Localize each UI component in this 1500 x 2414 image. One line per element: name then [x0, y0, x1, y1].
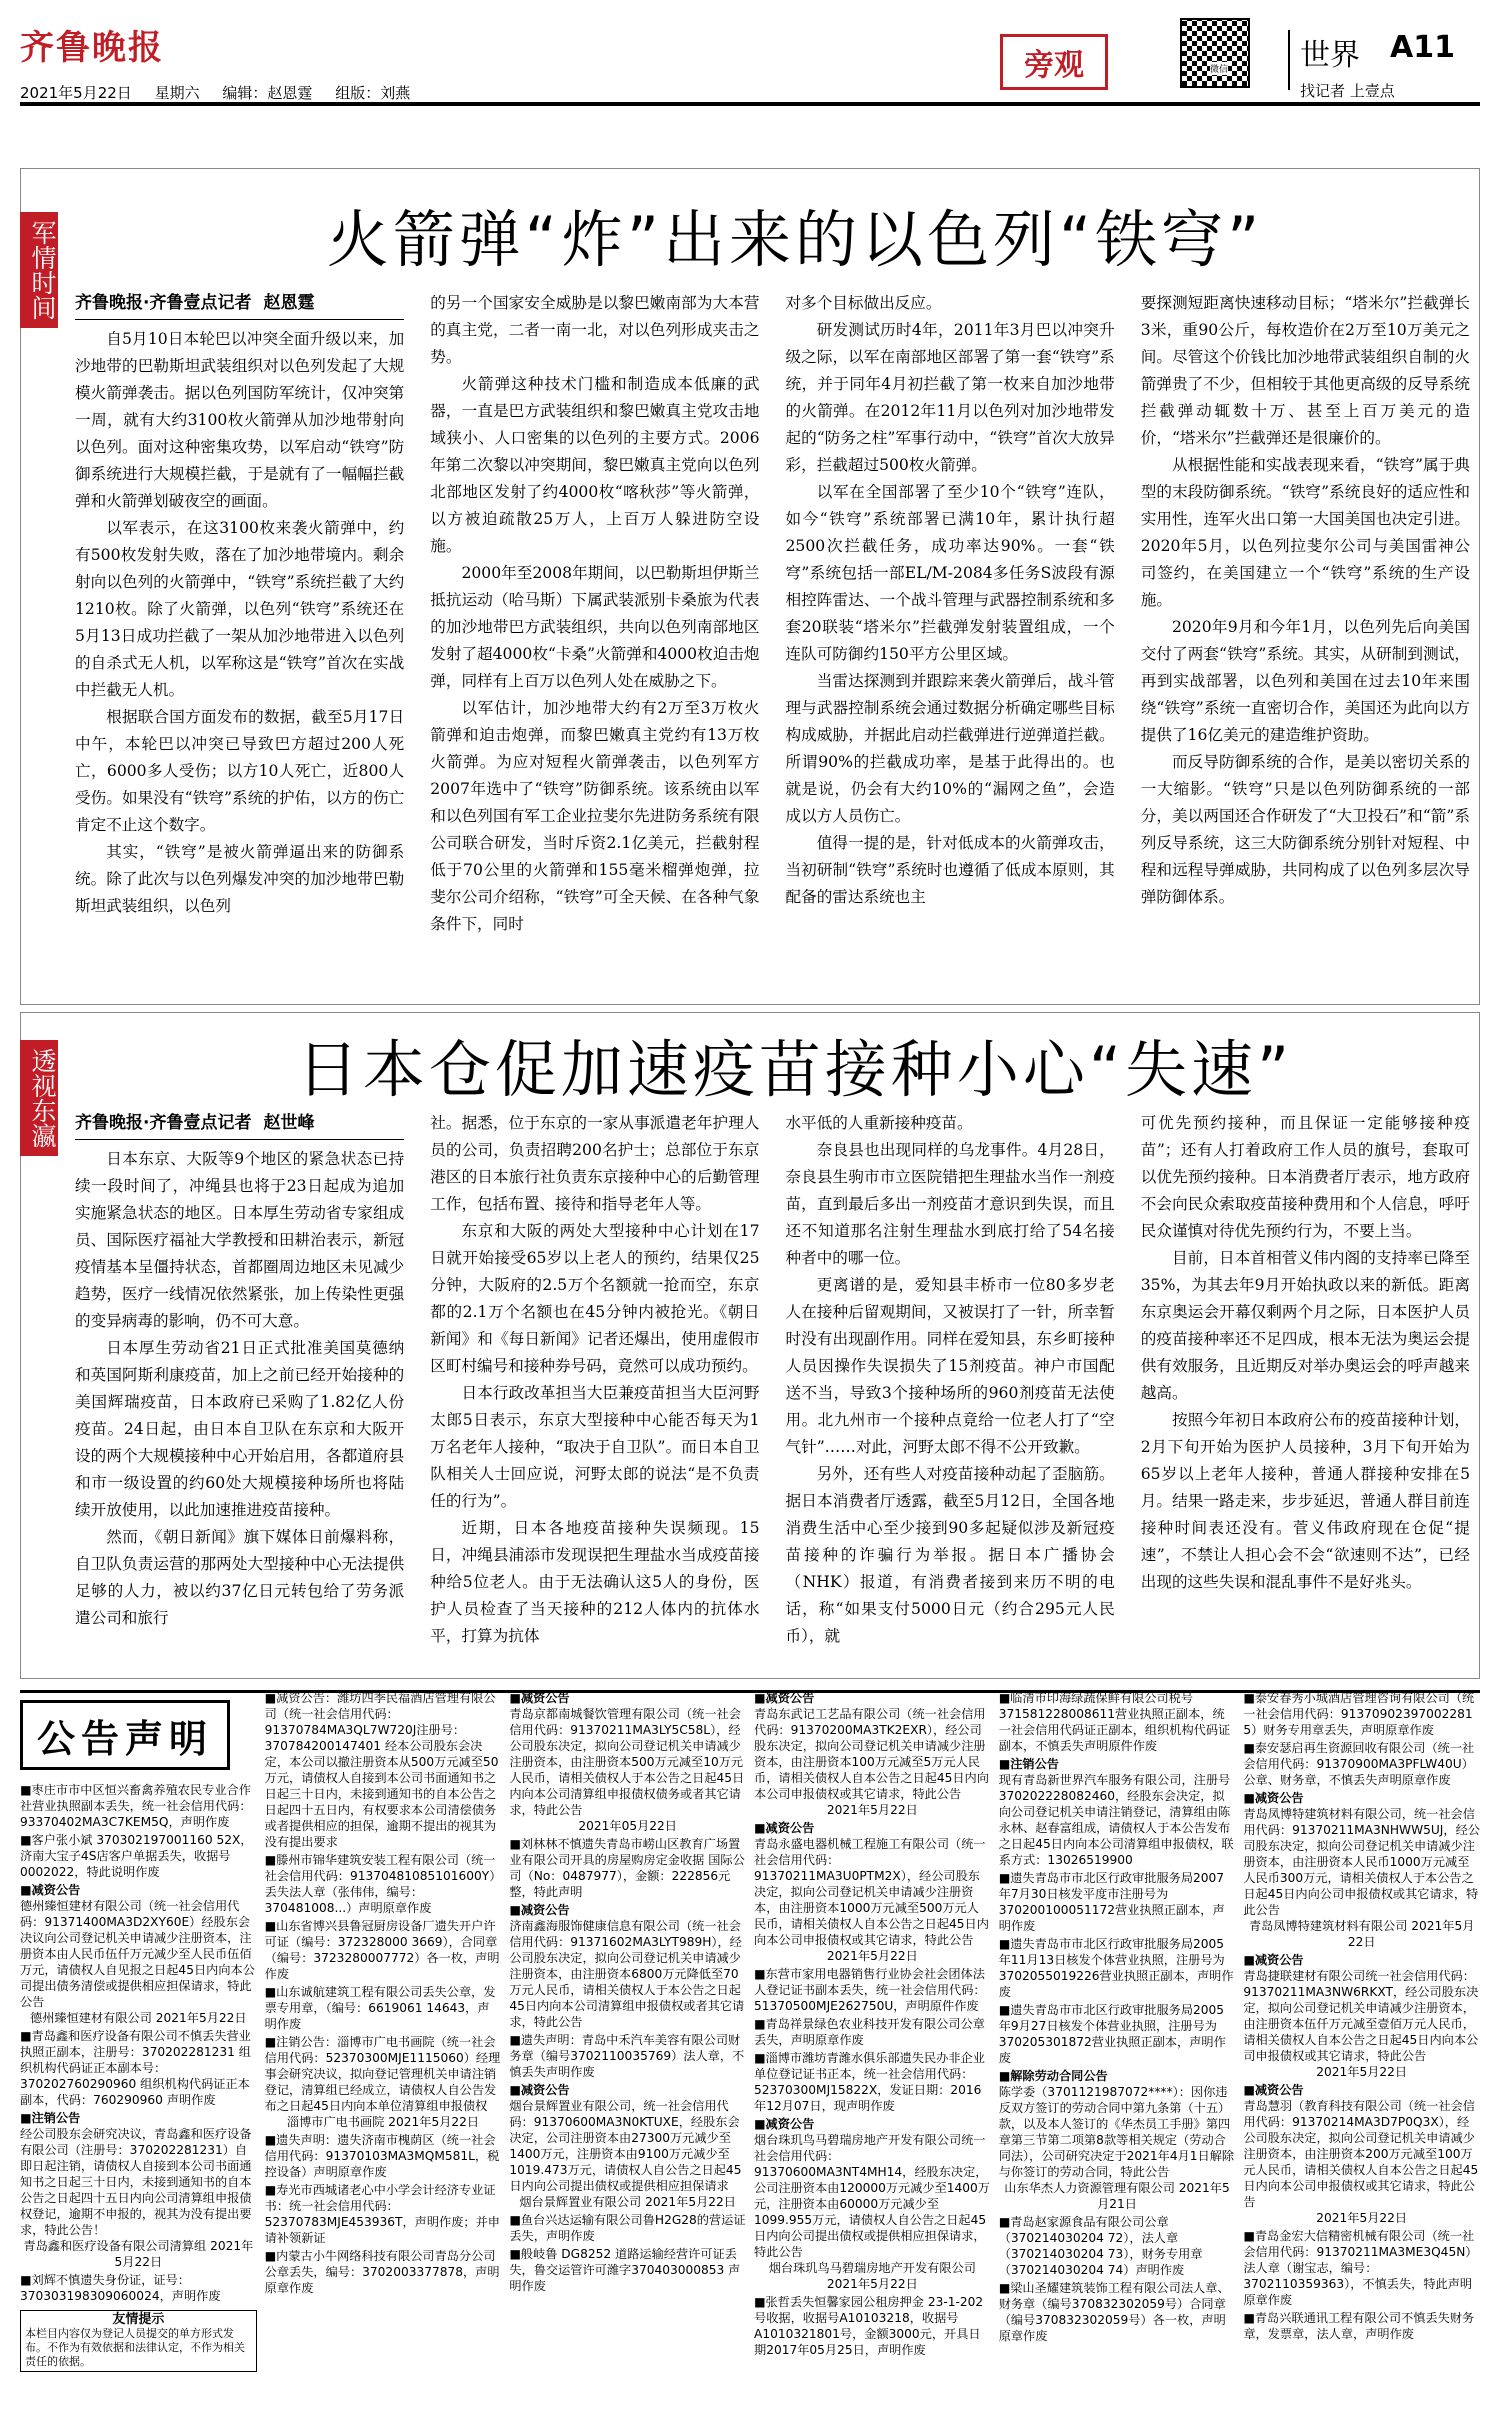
paragraph: 的另一个国家安全威胁是以黎巴嫩南部为大本营的真主党，二者一南一北，对以色列形成夹击之势。 — [430, 294, 760, 366]
paragraph: 近期，日本各地疫苗接种失误频现。15日，冲绳县浦添市发现误把生理盐水当成疫苗接种给5位老人。由于无法确认这5人的身份，医护人员检查了当天接种的212人体内的抗体水平，打算为抗体 — [430, 1519, 760, 1645]
notice-title: ■张哲丢失恒馨家园公租房押金 23-1-202号收据，收据号A10103218，收据号A1010321801号，金额3000元，开具日期2017年05月25日，声明作废 — [754, 2295, 984, 2357]
editor-credit: 编辑：赵恩霆 — [222, 84, 313, 102]
notice-item — [754, 1966, 991, 2014]
article2-col-1 — [75, 1110, 404, 1665]
notice-item — [265, 2132, 502, 2180]
notice-item — [265, 1690, 502, 1850]
byline-name: 赵世峰 — [263, 1113, 315, 1133]
notice-item — [265, 2034, 502, 2130]
reporter-line: 找记者 上壹点 — [1300, 82, 1395, 100]
notice-signature: 山东华杰人力资源管理有限公司 2021年5月21日 — [1004, 2181, 1230, 2211]
paragraph: 社。据悉，位于东京的一家从事派遣老年护理人员的公司，负责招聘200名护士；总部位于东京港区的日本旅行社负责东京接种中心的后勤管理工作，包括布置、接待和指导老年人等。 — [430, 1114, 760, 1213]
notice-title: ■内蒙古小牛网络科技有限公司青岛分公司公章丢失，编号：3702003377878，声明原章作废 — [264, 2249, 500, 2295]
column-badge: 旁观 — [1000, 34, 1108, 90]
notice-column-3 — [509, 1690, 746, 2394]
friendly-reminder-text: 本栏目内容仅为登记人员提交的单方形式发布。不作为有效依据和法律认定，不作为相关责任的依据。 — [25, 2327, 245, 2368]
paragraph: 2000年至2008年期间，以巴勒斯坦伊斯兰抵抗运动（哈马斯）下属武装派别卡桑旅为代表的加沙地带巴方武装组织，共向以色列南部地区发射了超4000枚“卡桑”火箭弹和4000枚迫击炮弹，同样有上百万以色列人处在威胁之下。 — [430, 564, 760, 690]
article-body-1 — [75, 290, 1470, 990]
notice-item — [509, 2246, 746, 2294]
qr-label: 微信 — [1210, 62, 1228, 75]
notice-title: ■遗失声明：青岛中禾汽车美容有限公司财务章（编号3702110035769）法人章，不慎丢失声明作废 — [509, 2033, 745, 2079]
notice-title: ■泰安瑟启再生资源回收有限公司（统一社会信用代码：91370900MA3PFLW40U）公章、财务章，不慎丢失声明原章作废 — [1243, 1741, 1475, 1787]
notice-item — [999, 1870, 1236, 1934]
header-divider — [1288, 30, 1290, 90]
notice-body: 德州臻恒建材有限公司（统一社会信用代码：91371400MA3D2XY60E）经股东会决议向公司登记机关申请减少注册资本，注册资本由人民币伍仟万元减少至人民币伍佰万元，请债权人自见报之日起45日内向本公司提出债务清偿或提供相应担保请求，特此公告 — [20, 1899, 255, 2009]
notice-title: ■减资公告 — [1243, 2083, 1304, 2097]
notice-body: 青岛东武记工艺品有限公司（统一社会信用代码：91370200MA3TK2EXR），经公司股东决定，拟向公司登记机关申请减少注册资本，由注册资本100万元减至5万元人民币，请相关债权人自本公告之日起45日内向本公司申报债权或其它请求，特此公告 — [754, 1707, 989, 1801]
notice-column-1 — [20, 1690, 257, 2394]
notice-title: ■减资公告 — [754, 2117, 815, 2131]
section-tag-1: 军情时间 — [20, 212, 58, 328]
notice-item — [20, 2272, 257, 2304]
notice-item — [20, 1832, 257, 1880]
notice-column-5 — [999, 1690, 1236, 2394]
notice-item — [20, 1782, 257, 1830]
notice-item — [265, 1918, 502, 1982]
notice-title: ■山东省博兴县鲁冠厨房设备厂遗失开户许可证（编号：372328000 3669），合同章（编号：3723280007772）各一枚，声明作废 — [264, 1919, 500, 1981]
notice-item — [509, 1690, 746, 1834]
notice-title: ■临清市印海绿蔬保鲜有限公司税号371581228008611营业执照正副本，统一社会信用代码证正副本，组织机构代码证副本，不慎丢失声明原件作废 — [998, 1691, 1231, 1753]
section-tag-2: 透视东瀛 — [20, 1040, 58, 1156]
notice-item — [999, 1690, 1236, 1754]
notice-item — [754, 1820, 991, 1964]
paragraph: 当雷达探测到并跟踪来袭火箭弹后，战斗管理与武器控制系统会通过数据分析确定哪些目标构成威胁，并据此启动拦截弹进行逆弹道拦截。所谓90%的拦截成功率，是基于此得出的。也就是说，仍会有大约10%的“漏网之鱼”，会造成以方人员伤亡。 — [785, 672, 1115, 825]
notice-title: ■减资公告 — [509, 1903, 570, 1917]
paragraph: 奈良县也出现同样的乌龙事件。4月28日，奈良县生驹市市立医院错把生理盐水当作一剂疫苗，直到最后多出一剂疫苗才意识到失误，而且还不知道那名注射生理盐水到底打给了54名接种者中的哪一位。 — [785, 1141, 1115, 1267]
notice-item — [20, 2110, 257, 2270]
paragraph: 以军表示，在这3100枚来袭火箭弹中，约有500枚发射失败，落在了加沙地带境内。剩余射向以色列的火箭弹中，“铁穹”系统拦截了大约1210枚。除了火箭弹，以色列“铁穹”系统还在5月13日成功拦截了一架从加沙地带进入以色列的自杀式无人机，以军称这是“铁穹”首次在实战中拦截无人机。 — [75, 519, 405, 699]
notice-signature: 青岛鑫和医疗设备有限公司清算组 2021年5月22日 — [23, 2239, 254, 2269]
notice-title: ■淄博市潍坊青潍水俱乐部遗失民办非企业单位登记证书正本，统一社会信用代码：52370300MJ15822X，发证日期：2016年12月07日，现声明作废 — [754, 2051, 985, 2113]
notice-title: ■刘林林不慎遗失青岛市崂山区教育广场置业有限公司开具的房屋购房定金收据 国际公司（No：0487977），金额：222856元整，特此声明 — [509, 1837, 745, 1899]
paragraph: 自5月10日本轮巴以冲突全面升级以来，加沙地带的巴勒斯坦武装组织对以色列发起了大规模火箭弹袭击。据以色列国防军统计，仅冲突第一周，就有大约3100枚火箭弹从加沙地带射向以色列。面对这种密集攻势，以军启动“铁穹”防御系统进行大规模拦截，于是就有了一幅幅拦截弹和火箭弹划破夜空的画面。 — [75, 330, 405, 510]
notice-item — [509, 2082, 746, 2210]
notice-title: ■遗失青岛市市北区行政审批服务局2005年11月13日核发个体营业执照，注册号为3702055019226营业执照正副本，声明作废 — [998, 1937, 1234, 1999]
notice-item — [999, 1756, 1236, 1868]
notice-title: ■鱼台兴达运输有限公司鲁H2G28的营运证丢失，声明作废 — [509, 2213, 746, 2243]
notice-signature: 德州臻恒建材有限公司 2021年5月22日 — [30, 2011, 247, 2025]
paragraph: 日本东京、大阪等9个地区的紧急状态已持续一段时间了，冲绳县也将于23日起成为追加实施紧急状态的地区。日本厚生劳动省专家组成员、国际医疗福祉大学教授和田耕治表示，新冠疫情基本呈僵持状态，首都圈周边地区未见减少趋势，医疗一线情况依然紧张，加上传染性更强的变异病毒的影响，仍不可大意。 — [75, 1150, 405, 1330]
friendly-reminder-title: 友情提示 — [112, 2312, 165, 2327]
notice-title: ■客户张小斌 370302197001160 52X，济南大宝子4S店客户单据丢失，收据号0002022，特此说明作废 — [20, 1833, 253, 1879]
notice-column-4 — [754, 1690, 991, 2394]
byline-prefix: 齐鲁晚报·齐鲁壹点记者 — [75, 293, 252, 313]
paragraph: 火箭弹这种技术门槛和制造成本低廉的武器，一直是巴方武装组织和黎巴嫩真主党攻击地域狭小、人口密集的以色列的主要方式。2006年第二次黎以冲突期间，黎巴嫩真主党向以色列北部地区发射了约4000枚“喀秋莎”等火箭弹，以方被迫疏散25万人，上百万人躲进防空设施。 — [430, 375, 760, 555]
issue-weekday: 星期六 — [154, 84, 200, 102]
notice-item — [265, 1984, 502, 2032]
paragraph: 日本行政改革担当大臣兼疫苗担当大臣河野太郎5日表示，东京大型接种中心能否每天为1万名老年人接种，“取决于自卫队”。而日本自卫队相关人士回应说，河野太郎的说法“是不负责任的行为”。 — [430, 1384, 760, 1510]
paragraph: 以军估计，加沙地带大约有2万至3万枚火箭弹和迫击炮弹，而黎巴嫩真主党约有13万枚火箭弹。为应对短程火箭弹袭击，以色列军方2007年选中了“铁穹”防御系统。该系统由以军和以色列国有军工企业拉斐尔先进防务系统有限公司联合研发，当时斥资2.1亿美元，拦截射程低于70公里的火箭弹和155毫米榴弹炮弹，拉斐尔公司介绍称，“铁穹”可全天候、在各种气象条件下，同时 — [430, 699, 760, 933]
paragraph: 按照今年初日本政府公布的疫苗接种计划，2月下旬开始为医护人员接种，3月下旬开始为65岁以上老年人接种，普通人群接种安排在5月。结果一路走来，步步延迟，普通人群目前连接种时间表还没有。菅义伟政府现在仓促“提速”，不禁让人担心会不会“欲速则不达”，已经出现的这些失误和混乱事件不是好兆头。 — [1140, 1411, 1470, 1591]
notice-title: ■青岛赵家源食品有限公司公章（370214030204 72），法人章（370214030204 73），财务专用章（370214030204 74）声明作废 — [998, 2215, 1203, 2277]
notice-title: ■减资公告 — [20, 1883, 81, 1897]
notice-body: 经公司股东会研究决议，青岛鑫和医疗设备有限公司（注册号：370202281231）自即日起注销，请债权人自接到本公司书面通知书之日起三十日内，未接到通知书的自本公告之日起四十五日内向公司清算组申报债权登记，逾期不申报的，视其为没有提出要求，特此公告！ — [20, 2127, 252, 2237]
notice-item — [20, 2028, 257, 2108]
notice-body: 青岛凤博特建筑材料有限公司，统一社会信用代码：91370211MA3NHWW5UJ，经公司股东决定，拟向公司登记机关申请减少注册资本，由注册资本人民币1000万元减至人民币300万元，请相关债权人于本公告之日起45日内向公司申报债权或其它请求，特此公告 — [1243, 1807, 1480, 1917]
notice-item — [509, 2212, 746, 2244]
notice-item — [999, 2068, 1236, 2212]
notice-body: 陈学委（3701121987072****）：因你违反双方签订的劳动合同中第九条第（十五）款，以及本人签订的《华杰员工手册》第四章第三节第二项第8款等相关规定（劳动合同法），公司研究决定于2021年4月1日解除与你签订的劳动合同，特此公告 — [998, 2085, 1235, 2179]
notice-title: ■遗失声明：遗失济南市槐荫区（统一社会信用代码：91370103MA3MQM581L，税控设备）声明原章作废 — [264, 2133, 500, 2179]
notice-signature: 烟台景辉置业有限公司 2021年5月22日 — [519, 2195, 736, 2209]
notice-body: 青岛京都南城餐饮管理有限公司（统一社会信用代码：91370211MA3LY5C58L），经公司股东决定，拟向公司登记机关申请减少注册资本，由注册资本500万元减至10万元人民币，请相关债权人于本公告之日起45日内向本公司清算组申报债权债务或者其它请求，特此公告 — [509, 1707, 745, 1817]
notice-body: 青岛捷联建材有限公司统一社会信用代码：91370211MA3NW6RKXT，经公司股东决定，拟向公司登记机关申请减少注册资本，由注册资本伍仟万元减至壹佰万元人民币，请相关债权人自本公告之日起45日内向本公司申报债权或其它请求，特此公告 — [1243, 1969, 1479, 2063]
notice-signature: 2021年5月22日 — [826, 1949, 918, 1963]
notice-item — [999, 1936, 1236, 2000]
notice-title: ■青岛金宏大信精密机械有限公司（统一社会信用代码：91370211MA3ME3Q45N）法人章（谢宝志，编号：3702110359363），不慎丢失，特此声明原章作废 — [1243, 2229, 1478, 2307]
notice-item — [265, 2182, 502, 2246]
paragraph: 研发测试历时4年，2011年3月巴以冲突升级之际，以军在南部地区部署了第一套“铁穹”系统，并于同年4月初拦截了第一枚来自加沙地带的火箭弹。在2012年11月以色列对加沙地带发起的“防务之柱”军事行动中，“铁穹”首次大放异彩，拦截超过500枚火箭弹。 — [785, 321, 1115, 474]
paragraph: 值得一提的是，针对低成本的火箭弹攻击，当初研制“铁穹”系统时也遵循了低成本原则，其配备的雷达系统也主 — [785, 834, 1115, 906]
issue-date: 2021年5月22日 — [20, 84, 132, 102]
notice-title: ■减资公告 — [754, 1821, 815, 1835]
notice-item — [999, 2214, 1236, 2278]
notice-title: ■山东诚航建筑工程有限公司丢失公章，发票专用章，（编号：6619061 14643，声明作废 — [264, 1985, 496, 2031]
notice-body: 烟台景辉置业有限公司，统一社会信用代码：91370600MA3N0KTUXE，经股东会决定，公司注册资本由27300万元减少至1400万元，注册资本由9100万元减少至1019.473万元，请债权人自公告之日起45日内向公司提出债权或提供相应担保请求 — [509, 2099, 742, 2193]
paragraph: 可优先预约接种，而且保证一定能够接种疫苗”；还有人打着政府工作人员的旗号，套取可以优先预约接种。日本消费者厅表示，地方政府不会向民众索取疫苗接种费用和个人信息，呼吁民众谨慎对待优先预约行为，不要上当。 — [1140, 1114, 1470, 1240]
article1-col-2 — [430, 290, 759, 990]
notice-body: 青岛永盛电器机械工程施工有限公司（统一社会信用代码：91370211MA3U0PTM2X），经公司股东决定，拟向公司登记机关申请减少注册资本，由注册资本1000万元减至500万元人民币，请相关债权人自本公告之日起45日内向本公司申报债权或其它请求，特此公告 — [754, 1837, 989, 1947]
notice-item — [509, 1902, 746, 2030]
notice-item — [999, 2002, 1236, 2066]
notice-item — [999, 2280, 1236, 2344]
notice-item — [265, 2248, 502, 2296]
friendly-reminder — [20, 2310, 257, 2372]
notice-title: ■青岛兴联通讯工程有限公司不慎丢失财务章，发票章，法人章，声明作废 — [1243, 2311, 1475, 2341]
notice-item — [754, 2116, 991, 2292]
notice-signature: 淄博市广电书画院 2021年5月22日 — [286, 2115, 480, 2129]
notice-title: ■般岐鲁 DG8252 道路运输经营许可证丢失，鲁交运管许可潍字370403000853 声明作废 — [509, 2247, 741, 2293]
notice-item — [1243, 2310, 1480, 2342]
article-title-2: 日本仓促加速疫苗接种小心“失速” — [296, 1033, 1294, 1106]
paragraph: 更离谱的是，爱知县丰桥市一位80多岁老人在接种后留观期间，又被误打了一针，所幸暂时没有出现副作用。同样在爱知县，东乡町接种人员因操作失误损失了15剂疫苗。神户市国配送不当，导致3个接种场所的960剂疫苗无法使用。北九州市一个接种点竟给一位老人打了“空气针”……对此，河野太郎不得不公开致歉。 — [785, 1276, 1115, 1456]
notice-title: ■寿光市西城诸老心中小学会计经济专业证书：统一社会信用代码：52370783MJE453936T，声明作废；并申请补领新证 — [264, 2183, 500, 2245]
notice-title: ■减资公告 — [1243, 1953, 1304, 1967]
notice-item — [1243, 1790, 1480, 1950]
notice-title: ■遗失青岛市市北区行政审批服务局2007年7月30日核发平度市注册号为370200100051172营业执照正副本，声明作废 — [998, 1871, 1225, 1933]
notice-item — [1243, 1740, 1480, 1788]
notice-item — [754, 2294, 991, 2358]
byline-prefix: 齐鲁晚报·齐鲁壹点记者 — [75, 1113, 252, 1133]
notice-title: ■泰安春秀小城酒店管理咨询有限公司（统一社会信用代码：91370902397002281 5）财务专用章丢失，声明原章作废 — [1243, 1691, 1475, 1737]
notice-title: ■遗失青岛市市北区行政审批服务局2005年9月27日核发个体营业执照，注册号为370205301872营业执照正副本，声明作废 — [998, 2003, 1226, 2065]
notice-heading: 公告声明 — [20, 1700, 230, 1770]
notice-title: ■注销公告 — [998, 1757, 1059, 1771]
notice-title: ■减资公告 — [754, 1691, 815, 1705]
article-title-1: 火箭弹“炸”出来的以色列“铁穹” — [326, 203, 1264, 276]
section-name: 世界 — [1300, 38, 1360, 73]
notice-title: ■注销公告：淄博市广电书画院（统一社会信用代码：52370300MJE1115060）经理事会研究决议，拟向登记管理机关申请注销登记，清算组已经成立，请债权人自公告发布之日起45日内向本单位清算组申报债权 — [264, 2035, 501, 2113]
notice-title: ■减资公告：潍坊四季民福酒店管理有限公司（统一社会信用代码：91370784MA3QL7W720J注册号：370784200147401 经本公司股东会决定，本公司以撤注册资本从500万元减至50万元，请债权人自接到本公司书面通知书之日起三十日内，未接到通知书的自本公告之日起四十五日内，有权要求本公司清偿债务或者提供相应的担保，逾期不提出的视其为没有提出要求 — [264, 1691, 499, 1849]
paragraph: 东京和大阪的两处大型接种中心计划在17日就开始接受65岁以上老人的预约，结果仅25分钟，大阪府的2.5万个名额就一抢而空，东京都的2.1万个名额也在45分钟内被抢光。《朝日新闻》和《每日新闻》记者还爆出，使用虚假市区町村编号和接种券号码，竟然可以成功预约。 — [430, 1222, 760, 1375]
article2-col-4 — [1141, 1110, 1470, 1665]
layout-credit: 组版：刘燕 — [335, 84, 411, 102]
notice-title: ■梁山圣耀建筑装饰工程有限公司法人章、财务章（编号370832302059号）合同章（编号370832302059号）各一枚，声明原章作废 — [998, 2281, 1230, 2343]
notice-title: ■减资公告 — [509, 2083, 570, 2097]
notice-item — [754, 2016, 991, 2048]
notice-columns — [20, 1690, 1480, 2394]
notice-title: ■滕州市锦华建筑安装工程有限公司（统一社会信用代码：91370481085101600Y）丢失法人章（张伟伟，编号：370481008...）声明原章作废 — [264, 1853, 496, 1915]
newspaper-logo: 齐鲁晚报 — [20, 28, 164, 68]
notice-title: ■注销公告 — [20, 2111, 81, 2125]
notice-item — [1243, 1690, 1480, 1738]
byline-name: 赵恩霆 — [263, 293, 315, 313]
notice-body: 济南鑫海服饰健康信息有限公司（统一社会信用代码：91371602MA3LYT989H），经公司股东决定，拟向公司登记机关申请减少注册资本，由注册资本6800万元降低至70万元人民币，请相关债权人于本公告之日起45日内向本公司清算组申报债权或者其它请求，特此公告 — [509, 1919, 745, 2029]
issue-meta — [20, 82, 428, 103]
notice-item — [509, 1836, 746, 1900]
notice-title: ■减资公告 — [1243, 1791, 1304, 1805]
byline-1 — [75, 290, 404, 320]
paragraph: 根据联合国方面发布的数据，截至5月17日中午，本轮巴以冲突已导致巴方超过200人死亡，6000多人受伤；以方10人死亡，近800人受伤。如果没有“铁穹”系统的护佑，以方的伤亡肯定不止这个数字。 — [75, 708, 405, 834]
paragraph: 2020年9月和今年1月，以色列先后向美国交付了两套“铁穹”系统。其实，从研制到测试，再到实战部署，以色列和美国在过去10年来围绕“铁穹”系统一直密切合作，美国还为此向以方提供了16亿美元的建造维护资助。 — [1140, 618, 1470, 744]
notice-title: ■减资公告 — [509, 1691, 570, 1705]
notice-item — [754, 2050, 991, 2114]
paragraph: 然而，《朝日新闻》旗下媒体日前爆料称，自卫队负责运营的那两处大型接种中心无法提供足够的人力，被以约37亿日元转包给了劳务派遣公司和旅行 — [75, 1528, 405, 1627]
notice-body: 烟台珠玑鸟马碧瑞房地产开发有限公司统一社会信用代码：91370600MA3NT4MH14，经股东决定，公司注册资本由120000万元减少至1400万元，注册资本由60000万元减少至1099.955万元，请债权人自公告之日起45日内向公司提出债权或提供相应担保请求，特此公告 — [754, 2133, 990, 2259]
paragraph: 日本厚生劳动省21日正式批准美国莫德纳和英国阿斯利康疫苗，加上之前已经开始接种的美国辉瑞疫苗，日本政府已采购了1.82亿人份疫苗。24日起，由日本自卫队在东京和大阪开设的两个大规模接种中心开始启用，各都道府县和市一级设置的约60处大规模接种场所也将陆续开放使用，以此加速推进疫苗接种。 — [75, 1339, 405, 1519]
paragraph: 对多个目标做出反应。 — [785, 294, 942, 312]
notice-body: 青岛慧羽（教育科技有限公司（统一社会信用代码：91370214MA3D7P0Q3X），经公司股东决定，拟向公司登记机关申请减少注册资本，由注册资本200万元减至100万元人民币，请相关债权人自本公告之日起45日内向本公司申报债权或其它请求，特此公告 — [1243, 2099, 1479, 2209]
notice-signature: 2021年05月22日 — [578, 1819, 677, 1833]
notice-body: 现有青岛新世界汽车服务有限公司，注册号370202228082460，经股东会决定，拟向公司登记机关申请注销登记，清算组由陈永林、赵春富组成，请债权人于本公告发布之日起45日内向本公司清算组申报债权，联系方式：13026519900 — [998, 1773, 1234, 1867]
notice-item — [20, 1882, 257, 2026]
article2-col-2 — [430, 1110, 759, 1665]
qr-code-icon[interactable] — [1180, 18, 1250, 88]
paragraph: 从根据性能和实战表现来看，“铁穹”属于典型的末段防御系统。“铁穹”系统良好的适应性和实用性，连军火出口第一大国美国也决定引进。2020年5月，以色列拉斐尔公司与美国雷神公司签约，在美国建立一个“铁穹”系统的生产设施。 — [1140, 456, 1470, 609]
paragraph: 要探测短距离快速移动目标；“塔米尔”拦截弹长3米，重90公斤，每枚造价在2万至10万美元之间。尽管这个价钱比加沙地带武装组织自制的火箭弹贵了不少，但相较于其他更高级的反导系统拦截弹动辄数十万、甚至上百万美元的造价，“塔米尔”拦截弹还是很廉价的。 — [1140, 294, 1470, 447]
notice-item — [1243, 2082, 1480, 2226]
paragraph: 而反导防御系统的合作，是美以密切关系的一大缩影。“铁穹”只是以色列防御系统的一部分，美以两国还合作研发了“大卫投石”和“箭”系列反导系统，这三大防御系统分别针对短程、中程和远程导弹威胁，共同构成了以色列多层次导弹防御体系。 — [1140, 753, 1470, 906]
article1-col-3 — [786, 290, 1115, 990]
article-body-2 — [75, 1110, 1470, 1665]
paragraph: 目前，日本首相菅义伟内阁的支持率已降至35%，为其去年9月开始执政以来的新低。距离东京奥运会开幕仅剩两个月之际，日本医护人员的疫苗接种率还不足四成，根本无法为奥运会提供有效服务，且近期反对举办奥运会的呼声越来越高。 — [1140, 1249, 1470, 1402]
notice-item — [265, 1852, 502, 1916]
notice-column-2 — [265, 1690, 502, 2394]
notice-item — [754, 1690, 991, 1818]
notice-column-6 — [1243, 1690, 1480, 2394]
notice-title: ■刘辉不慎遗失身份证，证号：370303198309060024，声明作废 — [20, 2273, 221, 2303]
paragraph: 另外，还有些人对疫苗接种动起了歪脑筋。据日本消费者厅透露，截至5月12日，全国各地消费生活中心至少接到90多起疑似涉及新冠疫苗接种的诈骗行为举报。据日本广播协会（NHK）报道，有消费者接到来历不明的电话，称“如果支付5000日元（约合295元人民币），就 — [785, 1465, 1115, 1645]
notice-item — [1243, 1952, 1480, 2080]
article1-col-1 — [75, 290, 404, 990]
byline-2 — [75, 1110, 404, 1140]
notice-signature: 烟台珠玑鸟马碧瑞房地产开发有限公司 2021年5月22日 — [768, 2261, 976, 2291]
notice-signature: 2021年5月22日 — [1316, 2065, 1408, 2079]
notice-title: ■解除劳动合同公告 — [998, 2069, 1108, 2083]
notice-signature: 2021年5月22日 — [1316, 2211, 1408, 2225]
page-number: A11 — [1390, 30, 1455, 65]
notice-title: ■青岛鑫和医疗设备有限公司不慎丢失营业执照正副本，注册号：370202281231 组织机构代码证正本副本号：370202760290960 组织机构代码证正本副本，代码：760290960 声明作废 — [20, 2029, 251, 2107]
article2-col-3 — [786, 1110, 1115, 1665]
notice-title: ■青岛祥景绿色农业科技开发有限公司公章丢失，声明原章作废 — [754, 2017, 985, 2047]
header-rule — [20, 102, 1480, 106]
notice-signature: 青岛凤博特建筑材料有限公司 2021年5月22日 — [1248, 1919, 1475, 1949]
notice-item — [1243, 2228, 1480, 2308]
article1-col-4 — [1141, 290, 1470, 990]
paragraph: 以军在全国部署了至少10个“铁穹”连队，如今“铁穹”系统部署已满10年，累计执行超2500次拦截任务，成功率达90%。一套“铁穹”系统包括一部EL/M-2084多任务S波段有源相控阵雷达、一个战斗管理与武器控制系统和多套20联装“塔米尔”拦截弹发射装置组成，一个连队可防御约150平方公里区域。 — [785, 483, 1115, 663]
notice-title: ■东营市家用电器销售行业协会社会团体法人登记证书副本丢失，统一社会信用代码：51370500MJE262750U，声明原件作废 — [754, 1967, 986, 2013]
notice-signature: 2021年5月22日 — [826, 1803, 918, 1817]
notice-title: ■枣庄市市中区恒兴畜禽养殖农民专业合作社营业执照副本丢失，统一社会信用代码：93370402MA3C7KEM5Q，声明作废 — [20, 1783, 252, 1829]
notice-item — [509, 2032, 746, 2080]
paragraph: 水平低的人重新接种疫苗。 — [785, 1114, 973, 1132]
paragraph: 其实，“铁穹”是被火箭弹逼出来的防御系统。除了此次与以色列爆发冲突的加沙地带巴勒斯坦武装组织，以色列 — [75, 843, 405, 915]
